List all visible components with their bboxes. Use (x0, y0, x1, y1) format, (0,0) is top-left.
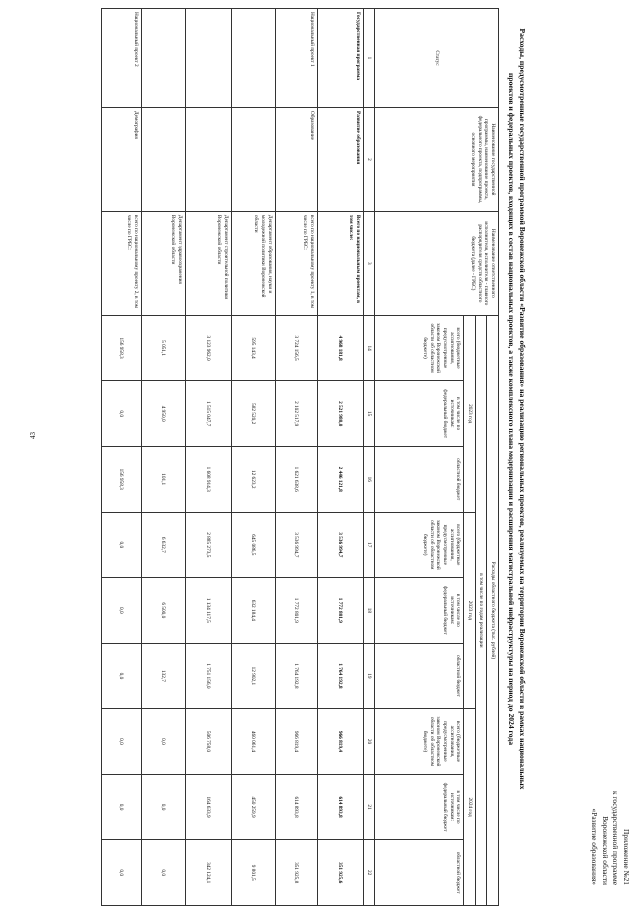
row-executor: Департамент образования, науки и молодежной политики Воронежской области (231, 211, 275, 315)
value-cell: 0,0 (101, 840, 141, 906)
value-cell: 4 950,0 (141, 381, 185, 447)
value-cell: 582 520,2 (231, 381, 275, 447)
value-cell: 3 536 994,7 (317, 512, 363, 578)
value-cell: 0,0 (141, 709, 185, 775)
value-cell: 2 102 517,9 (275, 381, 317, 447)
column-number: 18 (363, 578, 375, 644)
value-cell: 101,1 (141, 446, 185, 512)
subheader-cell: в том числе по источникам: федеральный бюджет (375, 381, 464, 447)
value-cell: 595 143,4 (231, 315, 275, 381)
value-cell: 12 623,2 (231, 446, 275, 512)
header-year-2023b: 2023 год (464, 512, 476, 709)
row-status (141, 9, 185, 108)
value-cell: 12 902,1 (231, 643, 275, 709)
value-cell: 2 521 980,0 (317, 381, 363, 447)
value-cell: 6 632,7 (141, 512, 185, 578)
row-status: Национальный проект 2 (101, 9, 141, 108)
row-name: Образование (275, 107, 317, 211)
column-number: 1 (363, 9, 375, 108)
table-row (231, 9, 275, 906)
row-status: Государственная программа (317, 9, 363, 108)
column-number: 17 (363, 512, 375, 578)
value-cell: 0,0 (141, 840, 185, 906)
value-cell: 614 893,8 (275, 774, 317, 840)
value-cell: 9 801,5 (231, 840, 275, 906)
table-row (275, 9, 317, 906)
header-year-2024: 2024 год (464, 709, 476, 906)
column-number: 19 (363, 643, 375, 709)
value-cell: 0,0 (101, 512, 141, 578)
value-cell: 5 051,1 (141, 315, 185, 381)
row-status (231, 9, 275, 108)
column-number: 3 (363, 211, 375, 315)
value-cell: 132,7 (141, 643, 185, 709)
column-number: 22 (363, 840, 375, 906)
table-row (185, 9, 231, 906)
header-year-2023: 2023 год (464, 315, 476, 512)
header-executor: Наименование ответственного исполнителя, исполнителя - главного распорядителя средств областного бюджета (далее - ГРБС) (375, 211, 499, 315)
value-cell: 3 123 962,0 (185, 315, 231, 381)
expenses-table (101, 8, 499, 906)
value-cell: 2 446 121,8 (317, 446, 363, 512)
column-number: 20 (363, 709, 375, 775)
column-number: 21 (363, 774, 375, 840)
value-cell: 1 764 192,8 (275, 643, 317, 709)
table-row (317, 9, 363, 906)
subheader-cell: областной бюджет (375, 446, 464, 512)
subheader-cell: в том числе по источникам: федеральный бюджет (375, 774, 464, 840)
value-cell: 3 724 156,5 (275, 315, 317, 381)
table-row (101, 9, 141, 906)
value-cell: 0,0 (141, 774, 185, 840)
column-number: 14 (363, 315, 375, 381)
value-cell: 1 772 801,9 (317, 578, 363, 644)
value-cell: 342 124,1 (185, 840, 231, 906)
row-executor: Департамент здравоохранения Воронежской области (141, 211, 185, 315)
value-cell: 1 764 192,8 (317, 643, 363, 709)
value-cell: 450 259,9 (231, 774, 275, 840)
table-row (141, 9, 185, 906)
header-expenses: Расходы областного бюджета (тыс. рублей) (487, 315, 499, 905)
value-cell: 1 751 156,0 (185, 643, 231, 709)
row-status (185, 9, 231, 108)
value-cell: 156 958,3 (101, 315, 141, 381)
row-name: Развитие образования (317, 107, 363, 211)
value-cell: 645 086,5 (231, 512, 275, 578)
row-name (231, 107, 275, 211)
row-name (141, 107, 185, 211)
value-cell: 966 819,4 (317, 709, 363, 775)
value-cell: 632 184,4 (231, 578, 275, 644)
row-executor: Департамент строительной политики Воронежской области (185, 211, 231, 315)
column-number: 2 (363, 107, 375, 211)
value-cell: 0,0 (101, 381, 141, 447)
row-name (185, 107, 231, 211)
value-cell: 6 500,0 (141, 578, 185, 644)
row-executor: всего по национальному проекту 2, в том числе по ГРБС: (101, 211, 141, 315)
value-cell: 460 061,4 (231, 709, 275, 775)
subheader-cell: всего (бюджетные ассигнования, предусмотренные законом Воронежской области об областном бюджете) (375, 315, 464, 381)
value-cell: 0,0 (101, 578, 141, 644)
column-number: 15 (363, 381, 375, 447)
subheader-cell: всего (бюджетные ассигнования, предусмотренные законом Воронежской области об областном бюджете) (375, 512, 464, 578)
value-cell: 1 621 638,6 (275, 446, 317, 512)
row-executor: Всего по национальным проектам, в том числе: (317, 211, 363, 315)
value-cell: 164 633,9 (185, 774, 231, 840)
header-by-year: в том числе по годам реализации (475, 315, 487, 905)
row-status: Национальный проект 1 (275, 9, 317, 108)
subheader-cell: в том числе по источникам: федеральный бюджет (375, 578, 464, 644)
value-cell: 966 819,4 (275, 709, 317, 775)
value-cell: 3 536 994,7 (275, 512, 317, 578)
value-cell: 614 893,8 (317, 774, 363, 840)
column-number: 16 (363, 446, 375, 512)
value-cell: 0,0 (101, 709, 141, 775)
value-cell: 1 515 047,7 (185, 381, 231, 447)
value-cell: 0,0 (101, 774, 141, 840)
value-cell: 351 925,8 (275, 840, 317, 906)
value-cell: 506 758,0 (185, 709, 231, 775)
header-status: Статус (375, 9, 499, 108)
value-cell: 351 925,6 (317, 840, 363, 906)
value-cell: 0,0 (101, 643, 141, 709)
value-cell: 156 958,3 (101, 446, 141, 512)
document-title: Расходы, предусмотренные государственной программой Воронежской области «Развитие образования» на реализацию региональных проектов, реализуемых на территории Воронежской области в рамках национальных проектов и федеральных проектов, входящих в состав национальных проектов, а также комплексного плана модернизации и расширения магистральной инфраструктуры на период до 2024 года (507, 28, 527, 790)
value-cell: 1 608 914,3 (185, 446, 231, 512)
subheader-cell: областной бюджет (375, 643, 464, 709)
appendix-header: Приложение №21 к государственной программе Воронежской области «Развитие образования» (590, 791, 631, 885)
header-name: Наименование государственной программы, наименование проекта, федерального проекта, подпрограммы, основного мероприятия (375, 107, 499, 211)
value-cell: 2 885 273,5 (185, 512, 231, 578)
row-executor: всего по национальному проекту 1, в том числе по ГРБС: (275, 211, 317, 315)
row-name: Демография (101, 107, 141, 211)
subheader-cell: всего (бюджетные ассигнования, предусмотренные законом Воронежской области об областном бюджете) (375, 709, 464, 775)
value-cell: 4 968 181,8 (317, 315, 363, 381)
subheader-cell: областной бюджет (375, 840, 464, 906)
value-cell: 1 772 801,9 (275, 578, 317, 644)
page-number: 43 (29, 432, 37, 439)
value-cell: 1 134 117,5 (185, 578, 231, 644)
